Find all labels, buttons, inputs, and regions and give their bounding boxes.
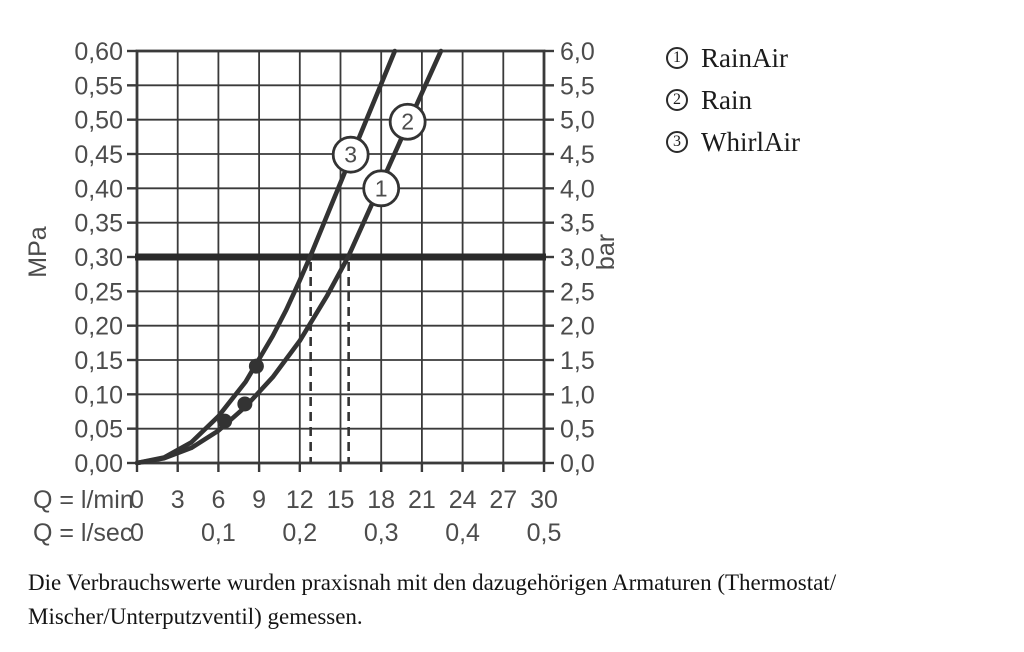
x-tick-label-lmin: 0 <box>130 486 144 514</box>
y-axis-unit-bar: bar <box>592 233 620 271</box>
y-tick-label-right: 0,0 <box>560 450 595 478</box>
y-tick-label-left: 0,40 <box>74 175 123 204</box>
x-tick-label-lmin: 24 <box>448 486 477 514</box>
y-tick-label-left: 0,55 <box>74 72 123 101</box>
y-tick-label-left: 0,35 <box>74 209 123 238</box>
circled-3-icon: 3 <box>666 131 688 153</box>
data-point-dot <box>237 396 252 411</box>
x-axis-label-lmin: Q = l/min <box>33 486 134 514</box>
caption-text <box>28 566 998 634</box>
x-tick-label-lsec: 0,3 <box>363 519 399 547</box>
x-axis-label-lsec: Q = l/sec <box>33 519 133 547</box>
y-tick-label-left: 0,50 <box>74 106 123 135</box>
legend-label-rain: Rain <box>701 85 752 115</box>
x-tick-label-lmin: 9 <box>252 486 267 514</box>
y-tick-label-right: 4,0 <box>560 175 595 204</box>
x-tick-label-lsec: 0,5 <box>526 519 562 547</box>
legend-label-whirlair: WhirlAir <box>701 127 800 157</box>
y-tick-label-right: 0,5 <box>560 415 595 444</box>
caption-line-1: Die Verbrauchswerte wurden praxisnah mit den dazugehörigen Armaturen (Thermostat/ <box>28 570 837 595</box>
legend-item-whirlair <box>666 128 800 156</box>
curve-label-number: 3 <box>344 141 358 168</box>
x-tick-label-lsec: 0,4 <box>445 519 480 547</box>
y-tick-label-left: 0,60 <box>74 38 123 66</box>
data-point-dot <box>217 414 232 429</box>
curve-label-number: 1 <box>374 175 388 202</box>
caption-line-2: Mischer/Unterputzventil) gemessen. <box>28 604 363 629</box>
y-tick-label-left: 0,15 <box>74 347 123 375</box>
x-tick-label-lsec: 0 <box>130 519 144 547</box>
y-tick-label-left: 0,30 <box>74 244 123 272</box>
y-tick-label-right: 2,0 <box>560 312 595 341</box>
legend-label-rainair: RainAir <box>701 43 788 73</box>
x-tick-label-lsec: 0,1 <box>201 519 236 547</box>
x-tick-label-lsec: 0,2 <box>282 519 318 547</box>
x-tick-label-lmin: 12 <box>285 486 314 514</box>
y-tick-label-left: 0,00 <box>74 450 123 478</box>
y-tick-label-left: 0,20 <box>74 312 123 341</box>
legend <box>666 44 800 156</box>
y-tick-label-right: 4,5 <box>560 141 595 169</box>
y-tick-label-right: 1,0 <box>560 381 595 410</box>
circled-2-icon: 2 <box>666 89 688 111</box>
x-tick-label-lmin: 30 <box>530 486 558 514</box>
legend-item-rain <box>666 86 800 114</box>
y-tick-label-right: 6,0 <box>560 38 595 66</box>
circled-1-icon: 1 <box>666 47 688 69</box>
y-tick-label-right: 3,0 <box>560 244 595 272</box>
y-tick-label-left: 0,05 <box>74 415 123 444</box>
y-tick-label-right: 5,0 <box>560 106 595 135</box>
y-tick-label-right: 5,5 <box>560 72 595 101</box>
x-tick-label-lmin: 18 <box>367 486 396 514</box>
y-tick-label-right: 1,5 <box>560 347 595 375</box>
y-tick-label-left: 0,25 <box>74 278 123 307</box>
y-tick-label-right: 2,5 <box>560 278 595 307</box>
y-tick-label-right: 3,5 <box>560 209 595 238</box>
y-tick-label-left: 0,45 <box>74 141 123 169</box>
x-tick-label-lmin: 15 <box>326 486 355 514</box>
y-tick-label-left: 0,10 <box>74 381 123 410</box>
legend-item-rainair <box>666 44 800 72</box>
data-point-dot <box>249 359 264 374</box>
x-tick-label-lmin: 3 <box>170 486 185 514</box>
x-tick-label-lmin: 6 <box>211 486 226 514</box>
curve-label-number: 2 <box>401 108 415 135</box>
x-tick-label-lmin: 21 <box>407 486 436 514</box>
x-tick-label-lmin: 27 <box>489 486 518 514</box>
y-axis-unit-mpa: MPa <box>24 226 52 278</box>
